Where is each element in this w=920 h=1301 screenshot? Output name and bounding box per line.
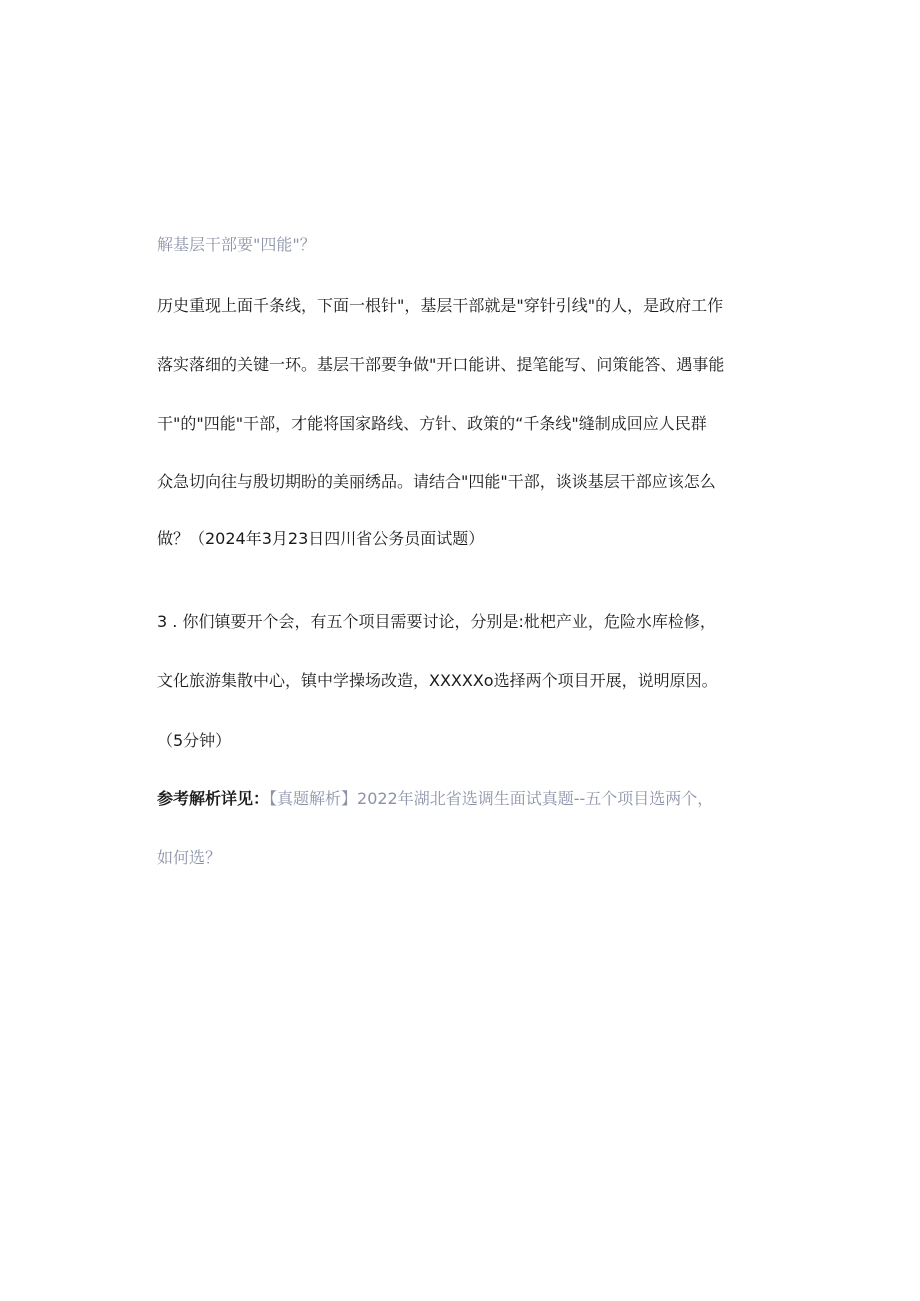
- reference-label: 参考解析详见：: [157, 789, 270, 808]
- reference-line: [157, 787, 713, 811]
- question-line: 文化旅游集散中心，镇中学操场改造，XXXXXo选择两个项目开展，说明原因。: [157, 671, 718, 690]
- reference-link-continued[interactable]: 如何选？: [157, 848, 222, 867]
- paragraph-line: 落实落细的关键一环。基层干部要争做"开口能讲、提笔能写、问策能答、遇事能: [157, 355, 725, 374]
- question-line: （5分钟）: [157, 731, 232, 750]
- paragraph-line: 做？（2024年3月23日四川省公务员面试题）: [157, 529, 485, 548]
- link-intro[interactable]: 解基层干部要"四能"？: [157, 235, 316, 254]
- question-line: 3 . 你们镇要开个会，有五个项目需要讨论，分别是:枇杷产业，危险水库检修，: [157, 612, 716, 631]
- paragraph-line: 众急切向往与殷切期盼的美丽绣品。请结合"四能"干部，谈谈基层干部应该怎么: [157, 472, 716, 491]
- paragraph-line: 历史重现上面千条线，下面一根针"，基层干部就是"穿针引线"的人，是政府工作: [157, 296, 724, 315]
- paragraph-line: 干"的"四能"干部，才能将国家路线、方针、政策的“千条线"缝制成回应人民群: [157, 414, 707, 433]
- reference-link[interactable]: 【真题解析】2022年湖北省选调生面试真题--五个项目选两个，: [269, 789, 714, 808]
